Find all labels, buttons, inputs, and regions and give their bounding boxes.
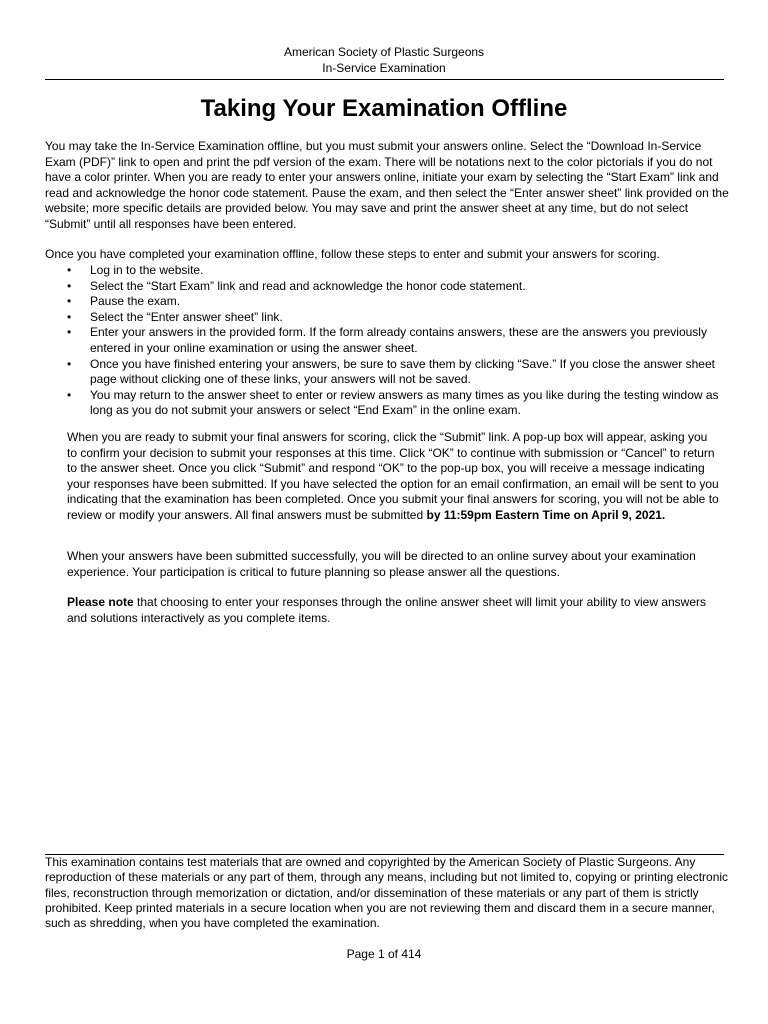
submit-paragraph bbox=[67, 430, 719, 524]
step-text: You may return to the answer sheet to enter or review answers as many times as you like during the testing window as long as you do not submit your answers or select “End Exam” in the online exam. bbox=[90, 387, 719, 418]
list-item bbox=[45, 310, 725, 326]
survey-paragraph: When your answers have been submitted successfully, you will be directed to an online survey about your examination experience. Your participation is critical to future planning so please answer all the questions. bbox=[67, 549, 696, 579]
bullet-icon: • bbox=[67, 278, 72, 293]
step-text: Select the “Start Exam” link and read and acknowledge the honor code statement. bbox=[90, 278, 526, 293]
note-text: that choosing to enter your responses through the online answer sheet will limit your ability to view answers and solutions interactively as you complete items. bbox=[67, 595, 707, 625]
page-title: Taking Your Examination Offline bbox=[200, 95, 568, 122]
list-item bbox=[45, 263, 725, 279]
bullet-icon: • bbox=[67, 294, 72, 309]
bullet-icon: • bbox=[67, 387, 72, 402]
submit-text: When you are ready to submit your final answers for scoring, click the “Submit” link. A pop-up box will appear, asking you to confirm your decision to submit your responses at this time. Click “OK” to continue with submission or “Cancel” to return to the answer sheet. Once you click “Submit” and respond “OK” to the pop-up box, you will receive a message indicating your responses have been submitted. If you have selected the option for an email confirmation, an email will be sent to you indicating that the examination has been completed. Once you submit your final answers for scoring, you will not be able to review or modify your answers. All final answers must be submitted bbox=[67, 430, 719, 522]
copyright-notice: This examination contains test materials that are owned and copyrighted by the American Society of Plastic Surgeons. Any reproduction of these materials or any part of them, through any means, including but not limited to, copying or printing electronic files, reconstruction through memorization or dictation, and/or dissemination of these materials or any part of them is strictly prohibited. Keep printed materials in a secure location when you are not reviewing them and discard them in a secure manner, such as shredding, when you have completed the examination. bbox=[45, 855, 729, 931]
note-label: Please note bbox=[67, 595, 134, 609]
bullet-icon: • bbox=[67, 263, 72, 277]
intro-paragraph: You may take the In-Service Examination offline, but you must submit your answers online. Select the “Download In-Service Exam (PDF)” link to open and print the pdf version of the exam. There will be notations next to the color pictorials if you do not have a color printer. When you are ready to enter your answers online, initiate your exam by selecting the “Start Exam” link and read and acknowledge the honor code statement. Pause the exam, and then select the “Enter answer sheet” link provided on the website; more specific details are provided below. You may save and print the answer sheet at any time, but do not select “Submit” until all responses have been entered. bbox=[45, 139, 729, 231]
steps-intro: Once you have completed your examination offline, follow these steps to enter and submit your answers for scoring. bbox=[45, 247, 660, 261]
step-text: Log in to the website. bbox=[90, 263, 204, 277]
list-item bbox=[45, 357, 725, 388]
list-item bbox=[45, 325, 725, 356]
list-item bbox=[45, 294, 725, 310]
step-text: Enter your answers in the provided form. If the form already contains answers, these are the answers you previously entered in your online examination or using the answer sheet. bbox=[90, 325, 707, 355]
header-divider bbox=[45, 79, 724, 80]
document-header bbox=[0, 44, 768, 76]
steps-list bbox=[45, 263, 725, 419]
bullet-icon: • bbox=[67, 356, 72, 371]
step-text: Select the “Enter answer sheet” link. bbox=[90, 309, 283, 324]
organization-name: American Society of Plastic Surgeons bbox=[283, 45, 485, 59]
list-item bbox=[45, 388, 725, 419]
note-paragraph bbox=[67, 595, 719, 626]
step-text: Pause the exam. bbox=[90, 294, 181, 309]
document-subtitle: In-Service Examination bbox=[322, 61, 446, 75]
step-text: Once you have finished entering your answers, be sure to save them by clicking “Save.” If you close the answer sheet page without clicking one of these links, your answers will not be saved. bbox=[90, 356, 715, 387]
page-number: Page 1 of 414 bbox=[346, 947, 422, 961]
bullet-icon: • bbox=[67, 309, 72, 324]
bullet-icon: • bbox=[67, 325, 72, 340]
submission-deadline: by 11:59pm Eastern Time on April 9, 2021. bbox=[426, 507, 666, 522]
list-item bbox=[45, 279, 725, 295]
